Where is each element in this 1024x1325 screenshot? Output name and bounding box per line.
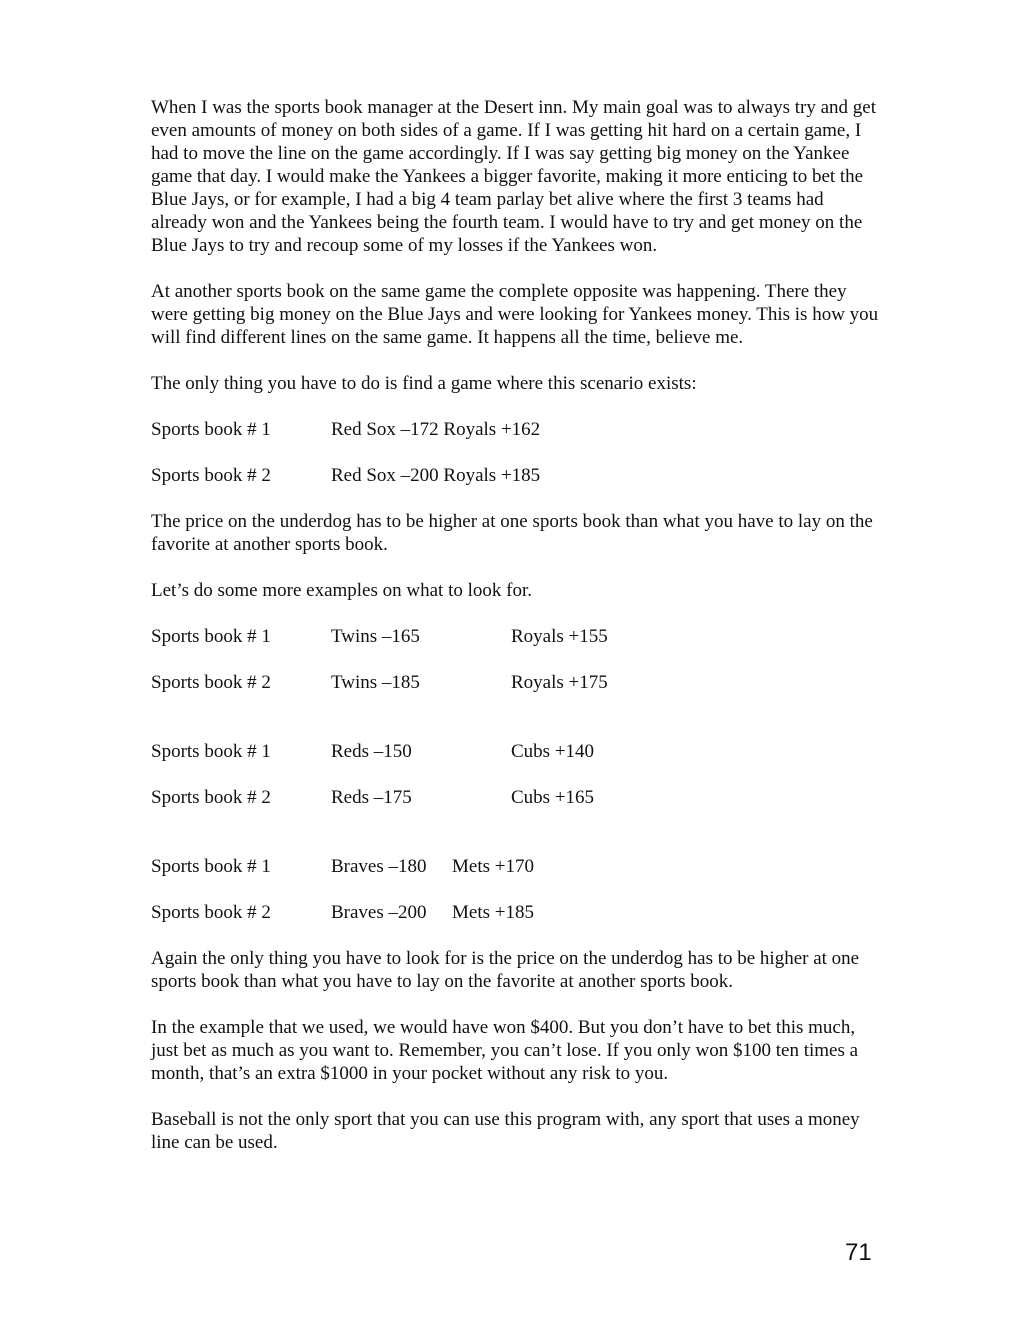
favorite-line: Twins –185 bbox=[331, 672, 420, 693]
book-label: Sports book # 2 bbox=[151, 465, 271, 486]
page-number: 71 bbox=[845, 1239, 872, 1266]
example-row-braves-1 bbox=[151, 855, 881, 878]
example-row-twins-2 bbox=[151, 671, 881, 694]
example-row-reds-2 bbox=[151, 786, 881, 809]
favorite-line: Reds –150 bbox=[331, 741, 412, 762]
book-label: Sports book # 1 bbox=[151, 741, 271, 762]
example-row-twins-1 bbox=[151, 625, 881, 648]
favorite-line: Reds –175 bbox=[331, 787, 412, 808]
example-row-redsox-2 bbox=[151, 464, 881, 487]
document-page bbox=[151, 96, 881, 1154]
underdog-line: Cubs +165 bbox=[511, 787, 595, 808]
book-label: Sports book # 1 bbox=[151, 419, 271, 440]
underdog-line: Mets +185 bbox=[452, 902, 534, 923]
example-row-redsox-1 bbox=[151, 418, 881, 441]
paragraph-desert-inn: When I was the sports book manager at the Desert inn. My main goal was to always try and get even amounts of money on both sides of a game. If I was getting hit hard on a certain game, I had to move the line on the game accordingly. If I was say getting big money on the Yankee game that day. I would make the Yankees a bigger favorite, making it more enticing to bet the Blue Jays, or for example, I had a big 4 team parlay bet alive where the first 3 teams had already won and the Yankees being the fourth team. I would have to try and get money on the Blue Jays to try and recoup some of my losses if the Yankees won. bbox=[151, 97, 876, 256]
book-label: Sports book # 1 bbox=[151, 856, 271, 877]
money-line: Red Sox –172 Royals +162 bbox=[331, 419, 541, 440]
book-label: Sports book # 2 bbox=[151, 672, 271, 693]
favorite-line: Braves –180 bbox=[331, 856, 427, 877]
paragraph-example-winnings: In the example that we used, we would have won $400. But you don’t have to bet this much, just bet as much as you want to. Remember, you can’t lose. If you only won $100 ten times a month, that’s an extra $1000 in your pocket without any risk to you. bbox=[151, 1017, 859, 1084]
underdog-line: Mets +170 bbox=[452, 856, 534, 877]
paragraph-another-book: At another sports book on the same game the complete opposite was happening. There they were getting big money on the Blue Jays and were looking for Yankees money. This is how you will find different lines on the same game. It happens all the time, believe me. bbox=[151, 281, 879, 348]
underdog-line: Royals +155 bbox=[511, 626, 608, 647]
paragraph-other-sports: Baseball is not the only sport that you can use this program with, any sport that uses a money line can be used. bbox=[151, 1109, 860, 1153]
underdog-line: Cubs +140 bbox=[511, 741, 595, 762]
paragraph-again-rule: Again the only thing you have to look for is the price on the underdog has to be higher at one sports book than what you have to lay on the favorite at another sports book. bbox=[151, 948, 860, 992]
favorite-line: Twins –165 bbox=[331, 626, 420, 647]
book-label: Sports book # 2 bbox=[151, 787, 271, 808]
example-row-reds-1 bbox=[151, 740, 881, 763]
underdog-line: Royals +175 bbox=[511, 672, 608, 693]
paragraph-scenario: The only thing you have to do is find a game where this scenario exists: bbox=[151, 373, 697, 394]
book-label: Sports book # 2 bbox=[151, 902, 271, 923]
paragraph-underdog-rule: The price on the underdog has to be higher at one sports book than what you have to lay on the favorite at another sports book. bbox=[151, 511, 873, 555]
money-line: Red Sox –200 Royals +185 bbox=[331, 465, 541, 486]
paragraph-more-examples: Let’s do some more examples on what to look for. bbox=[151, 580, 532, 601]
book-label: Sports book # 1 bbox=[151, 626, 271, 647]
example-row-braves-2 bbox=[151, 901, 881, 924]
favorite-line: Braves –200 bbox=[331, 902, 427, 923]
